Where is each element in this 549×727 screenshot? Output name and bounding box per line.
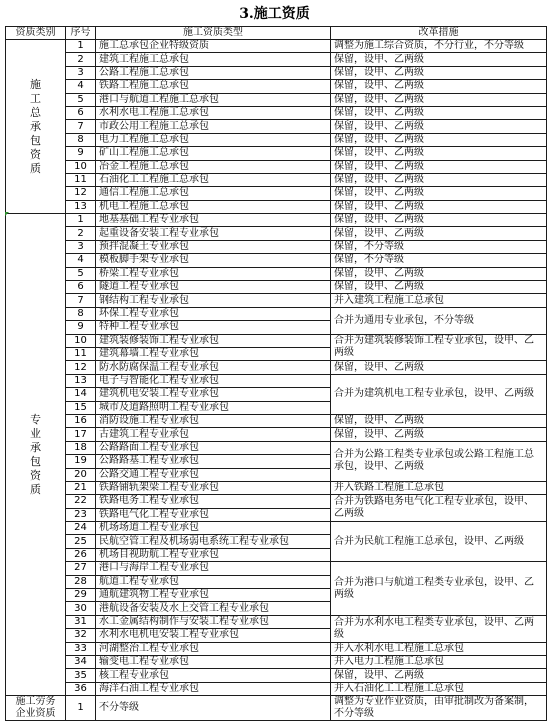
sequence-number: 7 bbox=[66, 294, 96, 307]
sequence-number: 11 bbox=[66, 173, 96, 186]
qualification-type: 防水防腐保温工程专业承包 bbox=[96, 361, 331, 374]
qualification-type: 机场目视助航工程专业承包 bbox=[96, 548, 331, 561]
reform-measure: 合并为公路工程类专业承包或公路工程施工总承包，设甲、乙两级 bbox=[331, 441, 547, 481]
table-row bbox=[6, 40, 547, 53]
reform-measure: 保留，设甲、乙两级 bbox=[331, 187, 547, 200]
reform-measure: 保留，不分等级 bbox=[331, 254, 547, 267]
qualification-type: 预拌混凝土专业承包 bbox=[96, 240, 331, 253]
sequence-number: 20 bbox=[66, 468, 96, 481]
table-row bbox=[6, 696, 547, 721]
sequence-number: 10 bbox=[66, 334, 96, 347]
reform-measure: 并入铁路工程施工总承包 bbox=[331, 481, 547, 494]
sequence-number: 8 bbox=[66, 307, 96, 320]
qualification-type: 桥梁工程专业承包 bbox=[96, 267, 331, 280]
sequence-number: 33 bbox=[66, 642, 96, 655]
reform-measure: 保留，设甲、乙两级 bbox=[331, 414, 547, 427]
reform-measure: 保留，设甲、乙两级 bbox=[331, 428, 547, 441]
sequence-number: 9 bbox=[66, 147, 96, 160]
reform-measure: 保留，设甲、乙两级 bbox=[331, 80, 547, 93]
qualification-type: 建筑装修装饰工程专业承包 bbox=[96, 334, 331, 347]
qualification-category-cell bbox=[6, 40, 66, 214]
sequence-number: 1 bbox=[66, 696, 96, 721]
qualification-type: 民航空管工程及机场弱电系统工程专业承包 bbox=[96, 535, 331, 548]
sequence-number: 7 bbox=[66, 120, 96, 133]
qualification-type: 机电工程施工总承包 bbox=[96, 200, 331, 213]
table-row bbox=[6, 227, 547, 240]
qualification-type: 环保工程专业承包 bbox=[96, 307, 331, 320]
sequence-number: 1 bbox=[66, 40, 96, 53]
sequence-number: 11 bbox=[66, 347, 96, 360]
qualification-type: 模板脚手架专业承包 bbox=[96, 254, 331, 267]
qualification-type: 核工程专业承包 bbox=[96, 669, 331, 682]
sequence-number: 22 bbox=[66, 495, 96, 508]
qualification-category-cell bbox=[6, 214, 66, 696]
table-row bbox=[6, 200, 547, 213]
qualification-type: 铁路工程施工总承包 bbox=[96, 80, 331, 93]
qualification-type: 港口与航道工程施工总承包 bbox=[96, 93, 331, 106]
qualification-type: 港航设备安装及水上交管工程专业承包 bbox=[96, 602, 331, 615]
sequence-number: 5 bbox=[66, 267, 96, 280]
qualification-type: 建筑机电安装工程专业承包 bbox=[96, 388, 331, 401]
sequence-number: 23 bbox=[66, 508, 96, 521]
reform-measure: 保留，设甲、乙两级 bbox=[331, 214, 547, 227]
reform-measure: 保留，设甲、乙两级 bbox=[331, 361, 547, 374]
qualification-type: 隧道工程专业承包 bbox=[96, 281, 331, 294]
sequence-number: 1 bbox=[66, 214, 96, 227]
sequence-number: 28 bbox=[66, 575, 96, 588]
reform-measure: 保留，设甲、乙两级 bbox=[331, 267, 547, 280]
table-row bbox=[6, 120, 547, 133]
header-qualification-type: 施工资质类型 bbox=[96, 27, 331, 40]
reform-measure: 调整为专业作业资质，由审批制改为备案制，不分等级 bbox=[331, 696, 547, 721]
qualification-type: 电子与智能化工程专业承包 bbox=[96, 374, 331, 387]
qualification-type: 铁路电务工程专业承包 bbox=[96, 495, 331, 508]
qualification-type: 铁路电气化工程专业承包 bbox=[96, 508, 331, 521]
qualification-type: 公路路面工程专业承包 bbox=[96, 441, 331, 454]
table-row bbox=[6, 173, 547, 186]
sequence-number: 4 bbox=[66, 80, 96, 93]
reform-measure: 保留，设甲、乙两级 bbox=[331, 133, 547, 146]
table-row bbox=[6, 80, 547, 93]
qualification-category: 专业承包资质 bbox=[30, 412, 41, 496]
sequence-number: 3 bbox=[66, 240, 96, 253]
sequence-number: 36 bbox=[66, 682, 96, 695]
reform-measure: 保留，设甲、乙两级 bbox=[331, 200, 547, 213]
reform-measure: 合并为通用专业承包，不分等级 bbox=[331, 307, 547, 334]
document-title: 3.施工资质 bbox=[239, 6, 310, 22]
reform-measure: 合并为民航工程施工总承包，设甲、乙两级 bbox=[331, 522, 547, 562]
qualification-type: 特种工程专业承包 bbox=[96, 321, 331, 334]
table-row bbox=[6, 562, 547, 575]
table-row bbox=[6, 106, 547, 119]
table-row bbox=[6, 655, 547, 668]
reform-measure: 并入水利水电工程施工总承包 bbox=[331, 642, 547, 655]
qualification-type: 公路交通工程专业承包 bbox=[96, 468, 331, 481]
qualification-type: 通信工程施工总承包 bbox=[96, 187, 331, 200]
qualification-type: 不分等级 bbox=[96, 696, 331, 721]
sequence-number: 35 bbox=[66, 669, 96, 682]
qualification-category: 施工总承包资质 bbox=[30, 77, 41, 175]
sequence-number: 19 bbox=[66, 455, 96, 468]
qualification-type: 矿山工程施工总承包 bbox=[96, 147, 331, 160]
sequence-number: 2 bbox=[66, 227, 96, 240]
reform-measure: 保留，不分等级 bbox=[331, 240, 547, 253]
table-row bbox=[6, 254, 547, 267]
table-row bbox=[6, 53, 547, 66]
sequence-number: 15 bbox=[66, 401, 96, 414]
table-row bbox=[6, 615, 547, 628]
reform-measure: 保留，设甲、乙两级 bbox=[331, 147, 547, 160]
qualification-type: 公路路基工程专业承包 bbox=[96, 455, 331, 468]
qualification-table bbox=[5, 26, 547, 721]
reform-measure: 保留，设甲、乙两级 bbox=[331, 669, 547, 682]
sequence-number: 5 bbox=[66, 93, 96, 106]
sequence-number: 17 bbox=[66, 428, 96, 441]
qualification-type: 铁路铺轨架梁工程专业承包 bbox=[96, 481, 331, 494]
table-row bbox=[6, 133, 547, 146]
sequence-number: 6 bbox=[66, 281, 96, 294]
qualification-type: 城市及道路照明工程专业承包 bbox=[96, 401, 331, 414]
qualification-type: 航道工程专业承包 bbox=[96, 575, 331, 588]
reform-measure: 并入建筑工程施工总承包 bbox=[331, 294, 547, 307]
sequence-number: 25 bbox=[66, 535, 96, 548]
header-category: 资质类别 bbox=[6, 27, 66, 40]
qualification-type: 输变电工程专业承包 bbox=[96, 655, 331, 668]
header-reform-measure: 改革措施 bbox=[331, 27, 547, 40]
reform-measure: 保留，设甲、乙两级 bbox=[331, 53, 547, 66]
sequence-number: 12 bbox=[66, 361, 96, 374]
qualification-type: 海洋石油工程专业承包 bbox=[96, 682, 331, 695]
table-row bbox=[6, 374, 547, 387]
qualification-type: 通航建筑物工程专业承包 bbox=[96, 589, 331, 602]
sequence-number: 13 bbox=[66, 200, 96, 213]
qualification-category-cell bbox=[6, 696, 66, 721]
table-row bbox=[6, 361, 547, 374]
table-row bbox=[6, 522, 547, 535]
qualification-type: 古建筑工程专业承包 bbox=[96, 428, 331, 441]
qualification-type: 港口与海岸工程专业承包 bbox=[96, 562, 331, 575]
reform-measure: 并入电力工程施工总承包 bbox=[331, 655, 547, 668]
table-row bbox=[6, 93, 547, 106]
reform-measure: 合并为建筑机电工程专业承包，设甲、乙两级 bbox=[331, 374, 547, 414]
qualification-type: 建筑幕墙工程专业承包 bbox=[96, 347, 331, 360]
reform-measure: 保留，设甲、乙两级 bbox=[331, 106, 547, 119]
sequence-number: 10 bbox=[66, 160, 96, 173]
qualification-type: 石油化工工程施工总承包 bbox=[96, 173, 331, 186]
table-row bbox=[6, 334, 547, 347]
reform-measure: 合并为建筑装修装饰工程专业承包，设甲、乙两级 bbox=[331, 334, 547, 361]
sequence-number: 9 bbox=[66, 321, 96, 334]
table-body bbox=[6, 40, 547, 721]
table-row bbox=[6, 495, 547, 508]
reform-measure: 调整为施工综合资质，不分行业，不分等级 bbox=[331, 40, 547, 53]
sequence-number: 2 bbox=[66, 53, 96, 66]
reform-measure: 保留，设甲、乙两级 bbox=[331, 93, 547, 106]
table-row bbox=[6, 281, 547, 294]
sequence-number: 24 bbox=[66, 522, 96, 535]
sequence-number: 31 bbox=[66, 615, 96, 628]
reform-measure: 合并为港口与航道工程类专业承包，设甲、乙两级 bbox=[331, 562, 547, 616]
sequence-number: 32 bbox=[66, 629, 96, 642]
sequence-number: 34 bbox=[66, 655, 96, 668]
qualification-type: 公路工程施工总承包 bbox=[96, 66, 331, 79]
qualification-type: 施工总承包企业特级资质 bbox=[96, 40, 331, 53]
reform-measure: 保留，设甲、乙两级 bbox=[331, 281, 547, 294]
sequence-number: 18 bbox=[66, 441, 96, 454]
reform-measure: 合并为铁路电务电气化工程专业承包，设甲、乙两级 bbox=[331, 495, 547, 522]
qualification-type: 水工金属结构制作与安装工程专业承包 bbox=[96, 615, 331, 628]
reform-measure: 保留，设甲、乙两级 bbox=[331, 120, 547, 133]
qualification-type: 河湖整治工程专业承包 bbox=[96, 642, 331, 655]
qualification-type: 钢结构工程专业承包 bbox=[96, 294, 331, 307]
qualification-category: 施工劳务企业资质 bbox=[15, 696, 56, 720]
table-row bbox=[6, 294, 547, 307]
table-row bbox=[6, 428, 547, 441]
table-row bbox=[6, 66, 547, 79]
table-row bbox=[6, 240, 547, 253]
sequence-number: 8 bbox=[66, 133, 96, 146]
reform-measure: 并入石油化工工程施工总承包 bbox=[331, 682, 547, 695]
sequence-number: 14 bbox=[66, 388, 96, 401]
sequence-number: 6 bbox=[66, 106, 96, 119]
table-row bbox=[6, 187, 547, 200]
header-row bbox=[6, 27, 547, 40]
qualification-type: 地基基础工程专业承包 bbox=[96, 214, 331, 227]
reform-measure: 合并为水利水电工程类专业承包，设甲、乙两级 bbox=[331, 615, 547, 642]
table-row bbox=[6, 214, 547, 227]
table-row bbox=[6, 147, 547, 160]
reform-measure: 保留，设甲、乙两级 bbox=[331, 173, 547, 186]
table-row bbox=[6, 481, 547, 494]
qualification-type: 消防设施工程专业承包 bbox=[96, 414, 331, 427]
cell-comment-marker bbox=[5, 212, 9, 216]
sequence-number: 26 bbox=[66, 548, 96, 561]
header-sequence-number: 序号 bbox=[66, 27, 96, 40]
qualification-type: 起重设备安装工程专业承包 bbox=[96, 227, 331, 240]
qualification-type: 水利水电工程施工总承包 bbox=[96, 106, 331, 119]
table-row bbox=[6, 160, 547, 173]
reform-measure: 保留，设甲、乙两级 bbox=[331, 227, 547, 240]
qualification-type: 冶金工程施工总承包 bbox=[96, 160, 331, 173]
sequence-number: 16 bbox=[66, 414, 96, 427]
reform-measure: 保留，设甲、乙两级 bbox=[331, 160, 547, 173]
table-row bbox=[6, 267, 547, 280]
table-row bbox=[6, 414, 547, 427]
qualification-type: 电力工程施工总承包 bbox=[96, 133, 331, 146]
qualification-type: 建筑工程施工总承包 bbox=[96, 53, 331, 66]
qualification-type: 市政公用工程施工总承包 bbox=[96, 120, 331, 133]
sequence-number: 12 bbox=[66, 187, 96, 200]
sequence-number: 4 bbox=[66, 254, 96, 267]
sequence-number: 30 bbox=[66, 602, 96, 615]
sequence-number: 27 bbox=[66, 562, 96, 575]
table-row bbox=[6, 441, 547, 454]
sequence-number: 13 bbox=[66, 374, 96, 387]
qualification-type: 水利水电机电安装工程专业承包 bbox=[96, 629, 331, 642]
table-row bbox=[6, 669, 547, 682]
sequence-number: 3 bbox=[66, 66, 96, 79]
qualification-type: 机场场道工程专业承包 bbox=[96, 522, 331, 535]
table-row bbox=[6, 642, 547, 655]
reform-measure: 保留，设甲、乙两级 bbox=[331, 66, 547, 79]
sequence-number: 21 bbox=[66, 481, 96, 494]
sequence-number: 29 bbox=[66, 589, 96, 602]
table-row bbox=[6, 307, 547, 320]
table-row bbox=[6, 682, 547, 695]
